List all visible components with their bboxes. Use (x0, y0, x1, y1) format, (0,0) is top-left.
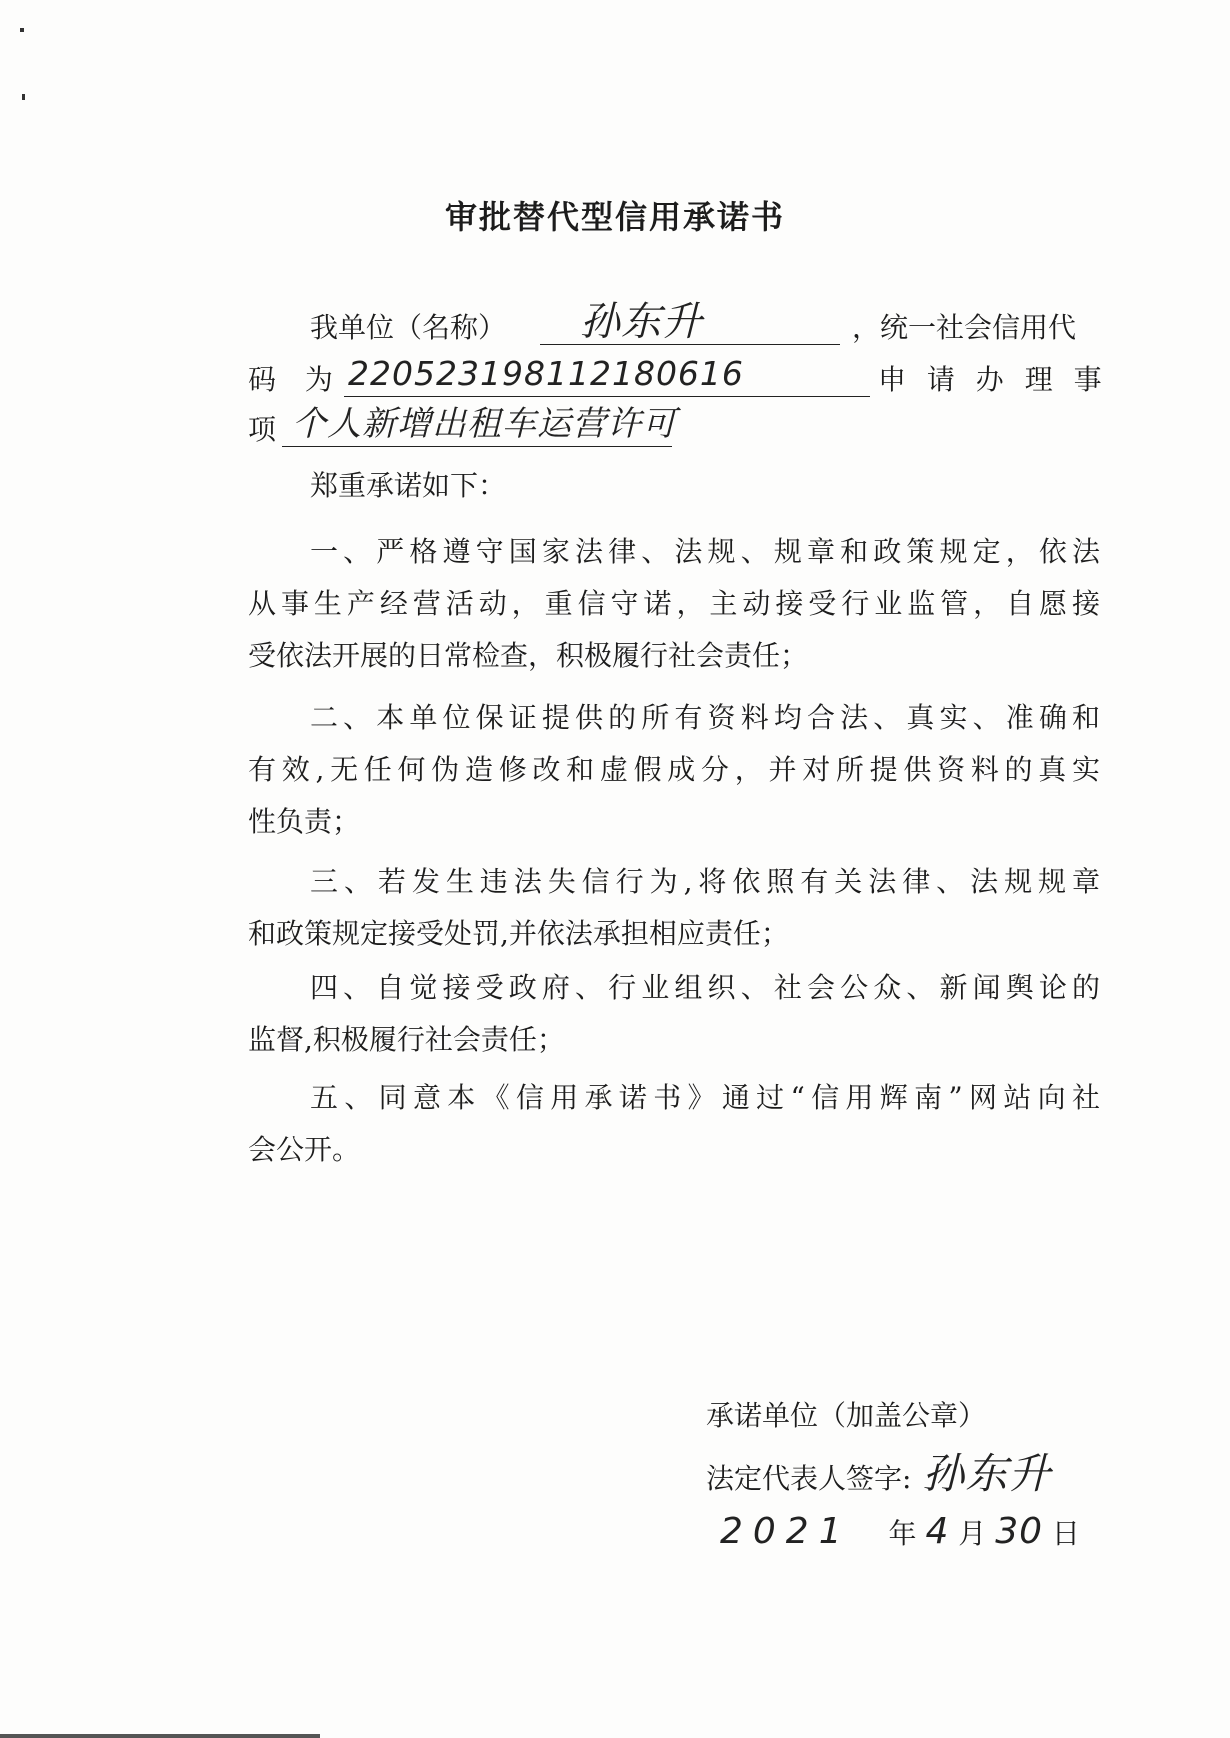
date-year: 2021 (720, 1511, 852, 1552)
date-day-unit: 日 (1051, 1517, 1080, 1550)
document-title: 审批替代型信用承诺书 (444, 198, 785, 236)
unit-name-handwriting: 孙东升 (580, 299, 703, 345)
clause-line: 有效,无任何伪造修改和虚假成分，并对所提供资料的真实 (248, 753, 1100, 786)
item-field (282, 402, 677, 447)
clause-line: 五、同意本《信用承诺书》通过“信用辉南”网站向社 (310, 1081, 1100, 1114)
date-day: 30 (995, 1511, 1043, 1552)
item-prefix: 项 (248, 413, 277, 446)
scan-edge-shadow (0, 1734, 320, 1738)
signature-rep-label: 法定代表人签字: (706, 1462, 912, 1495)
unit-name-field (540, 300, 840, 345)
signature-date (720, 1512, 1080, 1554)
clause-line: 受依法开展的日常检查，积极履行社会责任； (248, 639, 809, 672)
clause-line: 会公开。 (248, 1133, 361, 1166)
code-field (344, 352, 870, 397)
signature-rep-handwriting: 孙东升 (922, 1449, 1052, 1498)
code-prefix: 码 为 (248, 363, 343, 396)
clause-line: 和政策规定接受处罚,并依法承担相应责任； (248, 917, 789, 950)
code-handwriting: 220523198112180616 (348, 354, 744, 393)
clause-line: 从事生产经营活动，重信守诺，主动接受行业监管，自愿接 (248, 587, 1100, 620)
clause-line: 一、严格遵守国家法律、法规、规章和政策规定，依法 (310, 535, 1100, 568)
date-year-unit: 年 (888, 1517, 917, 1550)
scan-speck (20, 28, 24, 32)
unit-prefix: 我单位（名称） (310, 311, 507, 344)
clause-line: 监督,积极履行社会责任； (248, 1023, 565, 1056)
signature-unit-label: 承诺单位（加盖公章） (706, 1399, 987, 1432)
signature-rep-line (706, 1449, 1052, 1499)
clause-line: 四、自觉接受政府、行业组织、社会公众、新闻舆论的 (310, 971, 1100, 1004)
item-handwriting: 个人新增出租车运营许可 (292, 404, 677, 444)
clause-line: 性负责； (248, 805, 361, 838)
clause-line: 二、本单位保证提供的所有资料均合法、真实、准确和 (310, 701, 1100, 734)
scan-speck (22, 94, 25, 100)
date-month-unit: 月 (958, 1517, 987, 1550)
unit-suffix: ，统一社会信用代 (852, 311, 1077, 344)
code-suffix: 申 请 办 理 事 (878, 363, 1108, 396)
clause-line: 三、若发生违法失信行为,将依照有关法律、法规规章 (310, 865, 1100, 898)
date-month: 4 (925, 1511, 950, 1552)
promise-intro: 郑重承诺如下： (310, 469, 507, 502)
